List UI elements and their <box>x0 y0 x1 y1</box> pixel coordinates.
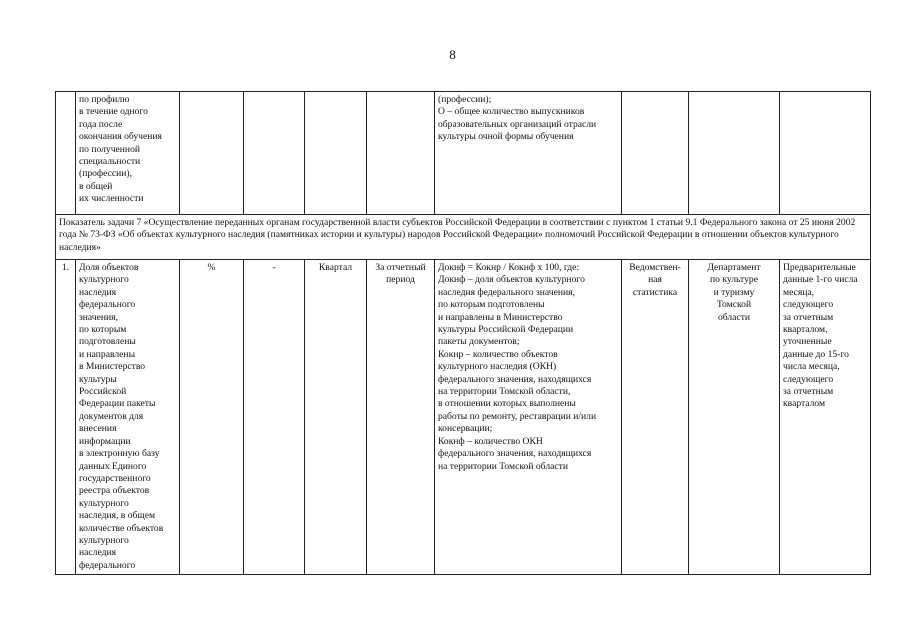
table-row-indicator <box>56 260 871 575</box>
cell-period: За отчетный период <box>367 260 435 575</box>
cell-source: Ведомствен- ная статистика <box>622 260 689 575</box>
cell-responsible <box>689 92 780 215</box>
cell-baseline <box>244 92 305 215</box>
cell-unit <box>180 92 244 215</box>
cell-num: 1. <box>56 260 76 575</box>
cell-periodicity: Квартал <box>305 260 367 575</box>
cell-indicator: по профилю в течение одного года после окончания обучения по полученной специальности (профессии), в общей их численности <box>76 92 180 215</box>
table-row-continued <box>56 92 871 215</box>
page-number: 8 <box>449 47 456 62</box>
cell-indicator: Доля объектов культурного наследия федерального значения, по которым подготовлены и направлены в Министерство культуры Российской Федерации пакеты документов для внесения информации в электронную базу данных Единого государственного реестра объектов культурного наследия, в общем количестве объектов культурного наследия федерального <box>76 260 180 575</box>
cell-unit: % <box>180 260 244 575</box>
task-header: Показатель задачи 7 «Осуществление переданных органам государственной власти субъектов Российской Федерации в соответствии с пунктом 1 статьи 9.1 Федерального закона от 25 июня 2002 года № 73-ФЗ «Об объектах культурного наследия (памятниках истории и культуры) народов Российской Федерации» полномочий Российской Федерации в отношении объектов культурного наследия» <box>56 215 871 260</box>
indicators-table <box>55 91 871 575</box>
cell-formula: Докнф = Кокнр / Кокнф x 100, где: Докнф – доля объектов культурного наследия федерального значения, по которым подготовлены и направлены в Министерство культуры Российской Федерации пакеты документов; Кокнр – количество объектов культурного наследия (ОКН) федерального значения, находящихся на территории Томской области, в отношении которых выполнены работы по ремонту, реставрации и/или консервации; Кокнф – количество ОКН федерального значения, находящихся на территории Томской области <box>435 260 622 575</box>
cell-num <box>56 92 76 215</box>
cell-timing: Предварительные данные 1-го числа месяца, следующего за отчетным кварталом, уточненные данные до 15-го числа месяца, следующего за отчетным кварталом <box>780 260 871 575</box>
cell-baseline: - <box>244 260 305 575</box>
table-row-task-header <box>56 215 871 260</box>
cell-timing <box>780 92 871 215</box>
cell-responsible: Департамент по культуре и туризму Томской области <box>689 260 780 575</box>
cell-source <box>622 92 689 215</box>
cell-period <box>367 92 435 215</box>
cell-formula: (профессии); О – общее количество выпускников образовательных организаций отрасли культуры очной формы обучения <box>435 92 622 215</box>
cell-periodicity <box>305 92 367 215</box>
